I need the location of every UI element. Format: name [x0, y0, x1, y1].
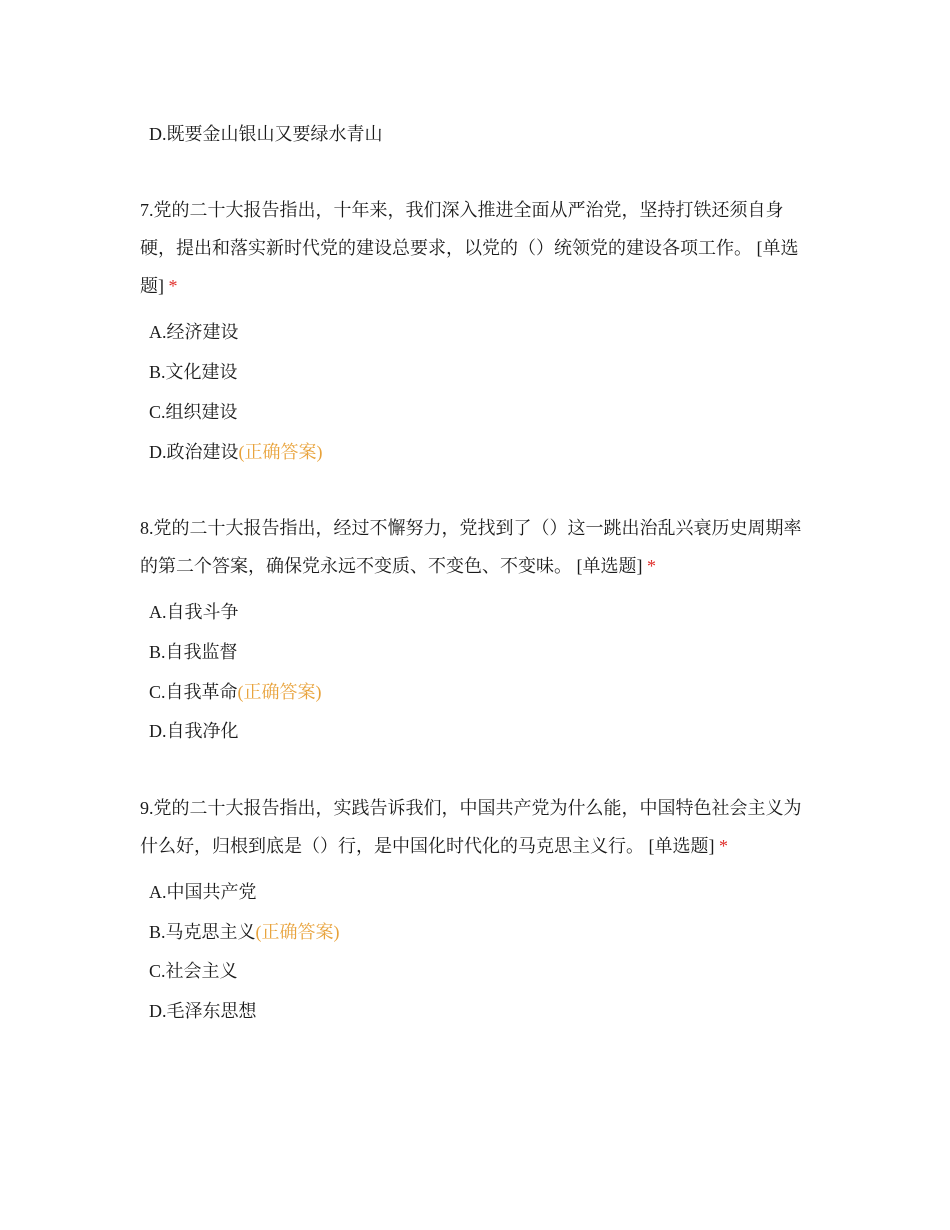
question-7	[140, 191, 810, 305]
q9-option-b	[149, 920, 340, 944]
correct-answer-label: (正确答案)	[237, 682, 322, 702]
q8-option-b	[149, 640, 238, 664]
option-text: C.社会主义	[149, 961, 238, 981]
option-text: B.自我监督	[149, 642, 238, 662]
q8-option-c	[149, 680, 322, 704]
required-mark: *	[647, 556, 656, 576]
q9-option-c	[149, 959, 238, 983]
option-text: C.组织建设	[149, 402, 238, 422]
q7-option-a	[149, 320, 239, 344]
question-text: 7.党的二十大报告指出，十年来，我们深入推进全面从严治党，坚持打铁还须自身硬，提出和落实新时代党的建设总要求，以党的（）统领党的建设各项工作。 [单选题]	[140, 200, 799, 296]
q9-option-d	[149, 999, 257, 1023]
option-text: A.自我斗争	[149, 602, 239, 622]
question-9	[140, 789, 810, 865]
option-text: A.中国共产党	[149, 882, 257, 902]
q8-option-a	[149, 600, 239, 624]
correct-answer-label: (正确答案)	[255, 922, 340, 942]
question-8	[140, 509, 810, 585]
option-text: C.自我革命	[149, 682, 238, 702]
option-text: D.自我净化	[149, 721, 239, 741]
option-text: B.马克思主义	[149, 922, 256, 942]
q8-option-d	[149, 719, 239, 743]
required-mark: *	[719, 836, 728, 856]
option-text: B.文化建设	[149, 362, 238, 382]
question-text: 9.党的二十大报告指出，实践告诉我们，中国共产党为什么能，中国特色社会主义为什么好，归根到底是（）行，是中国化时代化的马克思主义行。 [单选题]	[140, 798, 802, 856]
q6-option-d	[149, 122, 383, 146]
q9-option-a	[149, 880, 257, 904]
q7-option-c	[149, 400, 238, 424]
required-mark: *	[168, 276, 178, 296]
q7-option-b	[149, 360, 238, 384]
q7-option-d	[149, 440, 323, 464]
option-text: D.毛泽东思想	[149, 1001, 257, 1021]
question-text: 8.党的二十大报告指出，经过不懈努力，党找到了（）这一跳出治乱兴衰历史周期率的第二个答案，确保党永远不变质、不变色、不变味。 [单选题]	[140, 518, 802, 576]
option-text: D.政治建设	[149, 442, 239, 462]
option-text: A.经济建设	[149, 322, 239, 342]
correct-answer-label: (正确答案)	[238, 442, 323, 462]
option-text: D.既要金山银山又要绿水青山	[149, 124, 383, 144]
